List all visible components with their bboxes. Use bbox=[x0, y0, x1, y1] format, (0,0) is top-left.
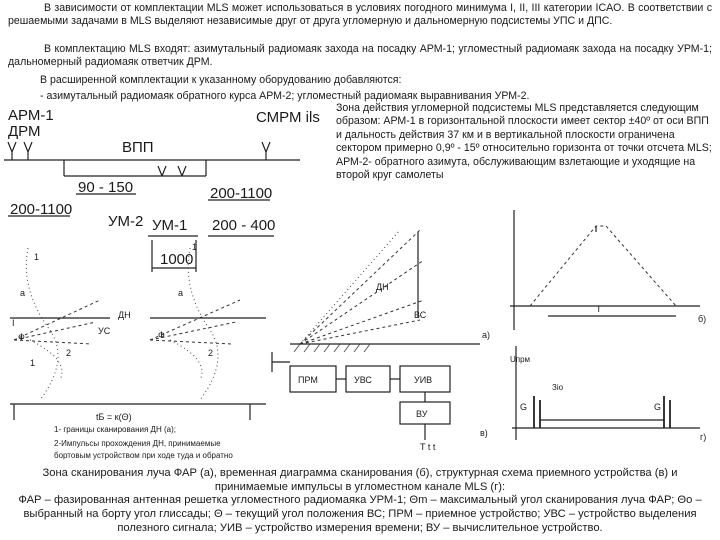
svg-text:2: 2 bbox=[208, 348, 214, 358]
legend-line1: 1- границы сканирования ДН (а); bbox=[54, 425, 176, 434]
svg-text:2: 2 bbox=[66, 348, 72, 358]
dn-label-right: ДН bbox=[376, 282, 389, 292]
t-label: T t t bbox=[420, 442, 436, 452]
paragraph-coverage: Зона действия угломерной подсистемы MLS представляется следующим образом: АРМ-1 в горизонтальной плоскости имеет сектор ±40º от оси ВПП и дальность действия 37 км и в вертикальной плоскости ограничена сектором примерно 0,9º - 15º относительно горизонта от точки отсчета MLS; АРМ-2- обратного азимута, обслуживающим взлетающие и уходящие на второй круг самолеты bbox=[336, 102, 712, 182]
dim-90-150: 90 - 150 bbox=[78, 179, 134, 196]
vpp-label: ВПП bbox=[122, 139, 154, 156]
paragraph-equipment: В комплектацию MLS входят: азимутальный радиомаяк захода на посадку АРМ-1; угломестный радиомаяк захода на посадку УРМ-1; дальномерный радиомаяк ответчик ДРМ. bbox=[8, 43, 712, 69]
figure-legend: ФАР – фазированная антенная решетка угломестного радиомаяка УРМ-1; Θm – максимальный угол сканирования луча ФАР; Θo – выбранный на борту угол глиссады; Θ – текущий угол положения ВС; ПРМ – приемное устройство; УВС – устройство выделения полезного сигнала; УИВ – устройство измерения времени; ВУ – вычислительное устройство. bbox=[18, 494, 702, 534]
svg-text:1: 1 bbox=[34, 252, 40, 262]
dim-1000: 1000 bbox=[160, 251, 194, 268]
arm1-label: АРМ-1 bbox=[8, 107, 54, 124]
u-prm-label: Uпрм bbox=[510, 355, 531, 364]
uvs-block: УВС bbox=[354, 375, 372, 385]
paragraph-extended-list: - азимутальный радиомаяк обратного курса АРМ-2; угломестный радиомаяк выравнивания УРМ-2. bbox=[40, 90, 530, 102]
paragraph-intro: В зависимости от комплектации MLS может использоваться в условиях погодного минимума I, II, III категории ICAO. В соответствии с решаемыми задачами в MLS выделяют независимые друг от друга угломерную и дальномерную подсистемы УПС и ДПС. bbox=[8, 2, 712, 28]
dn-label: ДН bbox=[118, 310, 131, 320]
dim-200-1100-left: 200-1100 bbox=[10, 201, 73, 218]
zo-label: Зio bbox=[552, 383, 564, 392]
label-a-right: а bbox=[178, 288, 184, 298]
figure-caption: Зона сканирования луча ФАР (а), временная диаграмма сканирования (б), структурная схема приемного устройства (в) и принимаемые импульсы в угломестном канале MLS (г): bbox=[42, 467, 678, 493]
label-b-fig: б) bbox=[698, 314, 707, 324]
drm-label: ДРМ bbox=[8, 123, 41, 140]
smrm-label: СМРМ ils bbox=[256, 109, 320, 126]
um2-label: УМ-2 bbox=[108, 213, 144, 230]
uc-label: УС bbox=[98, 326, 111, 336]
vs-label: ВС bbox=[414, 310, 427, 320]
paragraph-extended: В расширенной комплектации к указанному оборудованию добавляются: bbox=[40, 74, 402, 86]
um1-label: УМ-1 bbox=[152, 217, 188, 234]
t-label-b: T bbox=[596, 304, 602, 314]
phi-label-right: Ф bbox=[158, 330, 165, 340]
label-g-fig: г) bbox=[700, 432, 707, 442]
uiv-block: УИВ bbox=[414, 375, 433, 385]
legend-line3: бортовым устройством при ходе туда и обратно bbox=[54, 451, 233, 460]
svg-text:1: 1 bbox=[192, 242, 198, 252]
phi-label-left: Ф bbox=[18, 332, 25, 342]
label-a-left: а bbox=[20, 288, 26, 298]
svg-text:1: 1 bbox=[30, 358, 36, 368]
prm-block: ПРМ bbox=[298, 375, 318, 385]
tb-label: tБ = к(Θ) bbox=[96, 412, 132, 422]
g2-label: G bbox=[654, 402, 662, 412]
label-v-fig: в) bbox=[480, 428, 488, 438]
g1-label: G bbox=[520, 402, 528, 412]
label-a-fig: а) bbox=[482, 330, 491, 340]
dim-200-400: 200 - 400 bbox=[212, 217, 276, 234]
legend-line2: 2-Импульсы прохождения ДН, принимаемые bbox=[54, 439, 221, 448]
svg-text:I: I bbox=[12, 318, 15, 328]
dim-200-1100-right: 200-1100 bbox=[210, 185, 273, 202]
vu-block: ВУ bbox=[416, 409, 428, 419]
